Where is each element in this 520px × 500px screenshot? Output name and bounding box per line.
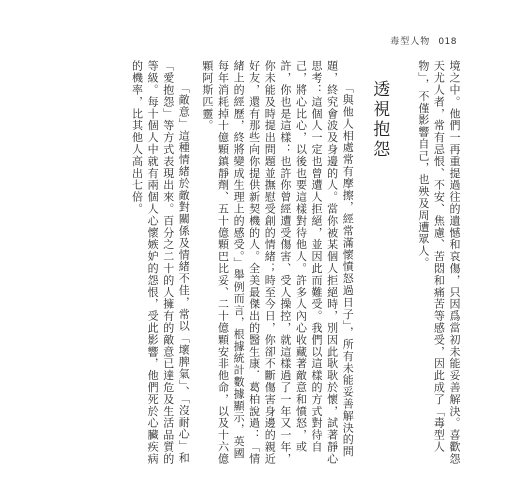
paragraph-2: 「敵意」這種情緒於敵對關係及情緒不佳，常以「壞脾氣」、「沒耐心」和「愛抱怨」等方式表現出來。百分之二十的人擁有的敵意已達危及生活品質的等級。每十個人中就有兩個人心懷嫉妒的怨恨，受此影響，他們死於心臟疾病的機率，比其他人高出七倍。 xyxy=(130,60,191,465)
page-body xyxy=(62,60,462,465)
running-title: 毒型人物 xyxy=(390,37,431,47)
continuation-text: 境之中。他們一再重提過往的遺憾和哀傷，只因爲當初未能妥善解決。喜歡怨天尤人者，常有忌恨、不安、焦慮、苦悶和痛苦等感受，因此成了「毒型人物」，不僅影響自己，也殃及周遭眾人。 xyxy=(416,60,461,465)
page-number: 018 xyxy=(438,37,457,47)
section-heading: 透視抱怨 xyxy=(369,80,390,160)
paragraph-1: 「與他人相處常有摩擦，經常滿懷憤怒過日子」，所有未能妥善解決的問題，終究會波及身邊的人。當你被某個人拒絕時，別因此耿耿於懷，試著靜心思考：這個人一定也曾遭人拒絕，並因此而難受。我們以這樣的方式對待自己，將心比心，以後也要這樣對待他人。許多人內心收藏著敵意和憤怒，或許，你也是這樣：也許你曾經遭受傷害、受人操控，就這樣過了一年又一年，你未能及時提出問題並撫慰受創的情緒；時至今日，你卻不斷傷害身邊的親近好友，還有那些向你提供新契機的人。全美最傑出的醫生康．葛柏說過：「情緒上的經歷，終將變成生理上的感受。」舉例而言，根據統計數據顯示，英國每年消耗掉十億顆鎮靜劑、五十億顆巴比妥、二十億顆安非他命，以及十六億顆阿斯匹靈。 xyxy=(200,60,355,465)
running-header xyxy=(390,34,457,47)
